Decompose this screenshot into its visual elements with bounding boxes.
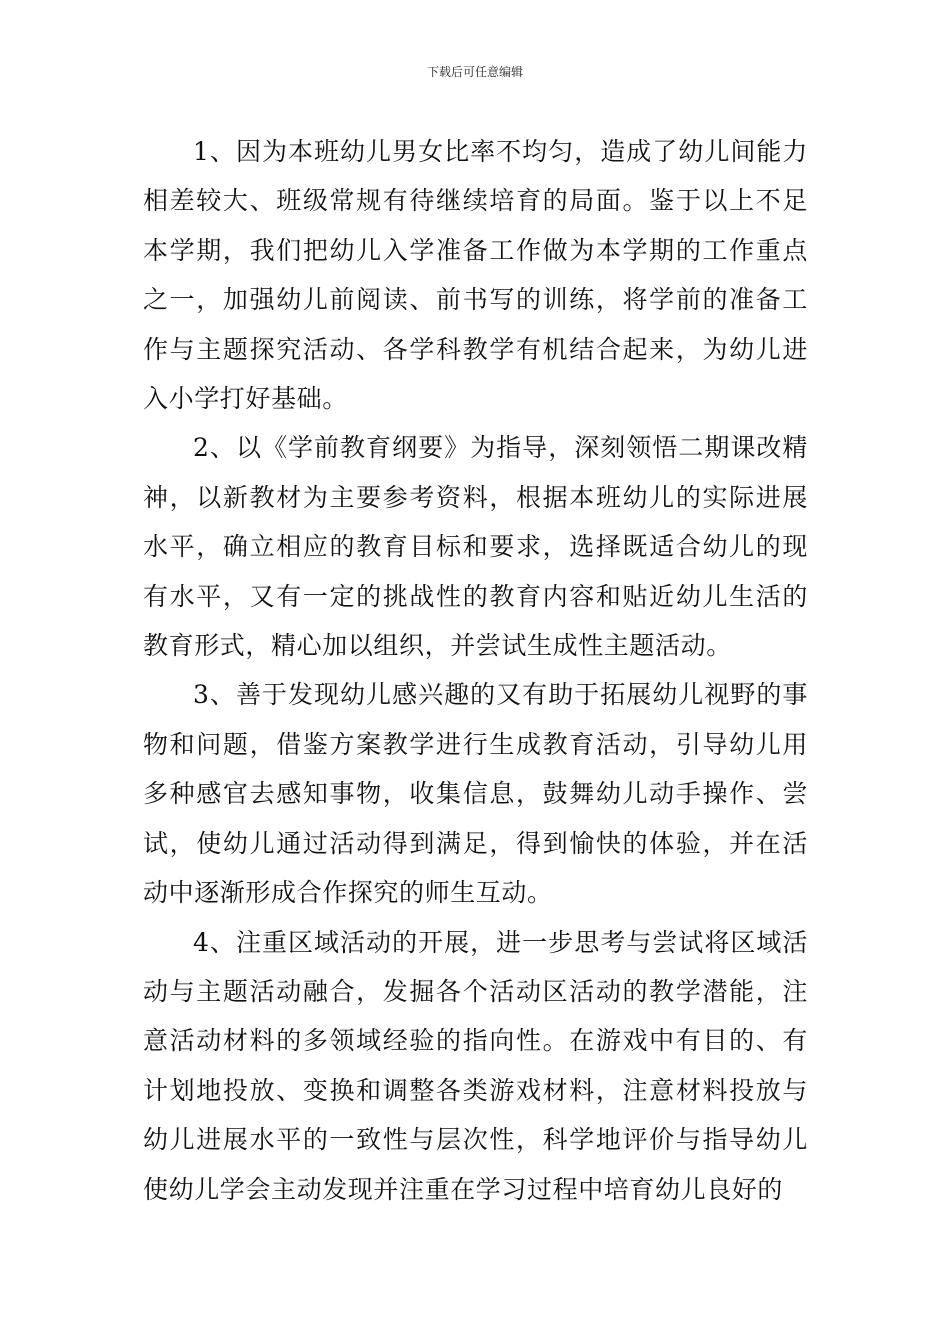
- page-header: 下载后可任意编辑: [426, 65, 523, 79]
- paragraph-1: 1、因为本班幼儿男女比率不均匀，造成了幼儿间能力相差较大、班级常规有待继续培育的局面。鉴于以上不足本学期，我们把幼儿入学准备工作做为本学期的工作重点之一，加强幼儿前阅读、前书写的训练，将学前的准备工作与主题探究活动、各学科教学有机结合起来，为幼儿进入小学打好基础。: [143, 137, 808, 414]
- paragraph-3: 3、善于发现幼儿感兴趣的又有助于拓展幼儿视野的事物和问题，借鉴方案教学进行生成教育活动，引导幼儿用多种感官去感知事物，收集信息，鼓舞幼儿动手操作、尝试，使幼儿通过活动得到满足，得到愉快的体验，并在活动中逐渐形成合作探究的师生互动。: [143, 680, 808, 908]
- document-body: [143, 127, 808, 1214]
- paragraph-4: 4、注重区域活动的开展，进一步思考与尝试将区域活动与主题活动融合，发掘各个活动区活动的教学潜能，注意活动材料的多领域经验的指向性。在游戏中有目的、有计划地投放、变换和调整各类游戏材料，注意材料投放与幼儿进展水平的一致性与层次性，科学地评价与指导幼儿使幼儿学会主动发现并注重在学习过程中培育幼儿良好的: [143, 927, 808, 1204]
- paragraph-2: 2、以《学前教育纲要》为指导，深刻领悟二期课改精神，以新教材为主要参考资料，根据本班幼儿的实际进展水平，确立相应的教育目标和要求，选择既适合幼儿的现有水平，又有一定的挑战性的教育内容和贴近幼儿生活的教育形式，精心加以组织，并尝试生成性主题活动。: [143, 433, 808, 661]
